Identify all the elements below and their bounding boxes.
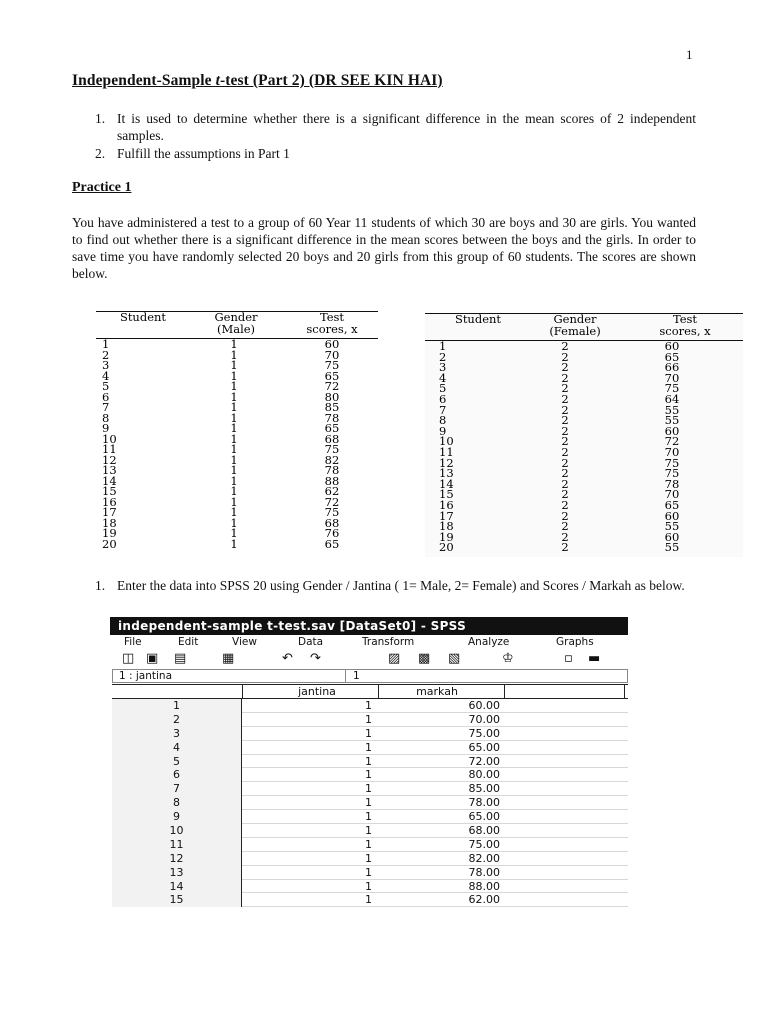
menu-transform[interactable]: Transform [362, 636, 415, 648]
gender-cell: 2 [561, 413, 569, 428]
student-cell: 11 [439, 444, 454, 459]
student-cell: 15 [102, 484, 117, 498]
cell-jantina[interactable]: 1 [365, 796, 372, 810]
gender-cell: 2 [561, 434, 569, 449]
score-cell: 55 [664, 519, 680, 534]
student-cell: 12 [102, 452, 117, 467]
grid-row [112, 810, 628, 824]
score-cell: 76 [324, 526, 340, 540]
row-number[interactable]: 14 [112, 880, 242, 894]
score-cell: 55 [664, 413, 680, 428]
gender-cell: 1 [230, 400, 238, 414]
gender-cell: 1 [230, 515, 238, 530]
student-cell: 18 [102, 515, 117, 530]
table-row [425, 508, 743, 523]
table-row [425, 383, 743, 394]
student-cell: 13 [102, 463, 117, 477]
title-italic-t: t [215, 72, 221, 89]
grid-row [112, 852, 628, 866]
cell-markah[interactable]: 78.00 [468, 865, 500, 879]
print-icon[interactable]: ▤ [174, 651, 187, 666]
student-cell: 3 [102, 358, 110, 372]
insert-cases-icon[interactable]: ▫ [564, 651, 573, 666]
table-row [425, 436, 743, 447]
gender-cell: 1 [230, 368, 238, 383]
student-cell: 20 [102, 536, 117, 551]
menu-analyze[interactable]: Analyze [468, 636, 510, 648]
student-cell: 7 [102, 400, 110, 414]
score-cell: 65 [664, 349, 680, 364]
row-number[interactable]: 4 [112, 741, 242, 755]
list-number: 1. [95, 111, 106, 126]
gender-cell: 2 [561, 381, 569, 396]
student-cell: 8 [439, 413, 447, 428]
gender-cell: 2 [561, 540, 569, 555]
table-row [425, 497, 743, 512]
gender-cell: 2 [561, 519, 569, 534]
grid-row [112, 727, 628, 741]
female-scores-table [425, 313, 743, 557]
score-cell: 70 [324, 347, 340, 362]
column-divider [378, 685, 379, 698]
cell-jantina[interactable]: 1 [365, 740, 372, 754]
table-row [425, 521, 743, 532]
gender-cell: 1 [230, 463, 238, 477]
grid-row [112, 866, 628, 880]
table-body [96, 339, 378, 549]
gender-cell: 1 [230, 431, 238, 446]
row-number[interactable]: 13 [112, 866, 242, 880]
grid-body [112, 699, 628, 907]
spss-data-grid [112, 684, 628, 907]
gender-cell: 2 [561, 508, 569, 523]
practice-paragraph: You have administered a test to a group of 60 Year 11 students of which 30 are boys and 30 are girls. You wanted to find out whether there is a significant difference in the mean scores between the boys and the girls. In order to save time you have randomly selected 20 boys and 20 girls from this group of 60 students. The scores are shown below. [72, 215, 696, 281]
spss-data-editor-screenshot [110, 617, 628, 908]
gender-cell: 1 [230, 379, 238, 393]
header-student: Student [119, 310, 167, 324]
student-cell: 16 [102, 494, 117, 509]
menu-data[interactable]: Data [298, 636, 324, 648]
table-row [425, 415, 743, 426]
row-number[interactable]: 1 [112, 699, 242, 713]
row-number[interactable]: 11 [112, 838, 242, 852]
score-cell: 55 [664, 402, 680, 417]
table-row [425, 444, 743, 459]
table-row [96, 536, 378, 551]
row-number[interactable]: 15 [112, 893, 242, 907]
student-cell: 12 [439, 455, 454, 470]
student-cell: 2 [439, 349, 447, 364]
cell-markah[interactable]: 75.00 [468, 837, 500, 851]
student-cell: 6 [102, 389, 110, 404]
gender-cell: 2 [561, 402, 569, 417]
grid-header [112, 684, 628, 699]
cell-jantina[interactable]: 1 [365, 893, 372, 907]
list-number: 2. [95, 146, 106, 161]
column-divider [242, 685, 243, 698]
top-rule [96, 311, 378, 312]
cell-jantina[interactable]: 1 [365, 837, 372, 851]
save-icon[interactable]: ▣ [146, 651, 159, 666]
table-header [96, 311, 378, 339]
redo-icon[interactable]: ↷ [310, 651, 321, 666]
student-cell: 5 [102, 379, 110, 393]
cell-markah[interactable]: 65.00 [468, 810, 500, 824]
goto-case-icon[interactable]: ▨ [388, 651, 401, 666]
score-cell: 55 [664, 540, 680, 555]
table-row [425, 391, 743, 406]
table-row [425, 370, 743, 385]
row-number[interactable]: 3 [112, 727, 242, 741]
spss-window-title: independent-sample t-test.sav [DataSet0] - SPSS [110, 617, 628, 635]
column-divider [504, 685, 505, 698]
step-text: Enter the data into SPSS 20 using Gender / Jantina ( 1= Male, 2= Female) and Scores / Markah as below. [117, 578, 685, 593]
gender-cell: 1 [230, 536, 238, 551]
score-cell: 75 [664, 381, 680, 396]
row-number[interactable]: 5 [112, 755, 242, 769]
gender-cell: 2 [561, 455, 569, 470]
practice-heading: Practice 1 [72, 180, 132, 195]
spss-menu-bar [110, 636, 628, 649]
student-cell: 4 [439, 370, 447, 385]
dialog-recall-icon[interactable]: ▦ [222, 651, 235, 666]
row-number[interactable]: 6 [112, 768, 242, 782]
list-item [95, 110, 696, 144]
table-row [425, 402, 743, 417]
gender-cell: 1 [230, 473, 238, 488]
grid-row [112, 824, 628, 838]
student-cell: 10 [102, 431, 117, 446]
cell-markah[interactable]: 88.00 [468, 879, 500, 893]
cell-editor [112, 669, 628, 683]
grid-row [112, 699, 628, 713]
student-cell: 1 [439, 339, 447, 353]
gender-cell: 2 [561, 391, 569, 406]
score-cell: 75 [324, 442, 340, 456]
student-cell: 7 [439, 402, 447, 417]
cell-markah[interactable]: 75.00 [468, 726, 500, 740]
student-cell: 11 [102, 442, 117, 456]
student-cell: 14 [439, 476, 454, 491]
menu-graphs[interactable]: Graphs [556, 636, 594, 648]
gender-cell: 2 [561, 360, 569, 375]
gender-cell: 1 [230, 484, 238, 498]
gender-cell: 1 [230, 347, 238, 362]
cell-jantina[interactable]: 1 [365, 726, 372, 740]
grid-row [112, 755, 628, 769]
variables-icon[interactable]: ▧ [448, 651, 461, 666]
gender-cell: 1 [230, 442, 238, 456]
row-number[interactable]: 8 [112, 796, 242, 810]
cell-markah[interactable]: 68.00 [468, 824, 500, 838]
gender-cell: 1 [230, 337, 238, 351]
score-cell: 68 [324, 431, 340, 446]
cell-markah[interactable]: 65.00 [468, 740, 500, 754]
column-divider [624, 685, 625, 698]
score-cell: 66 [664, 360, 680, 375]
gender-cell: 1 [230, 505, 238, 519]
menu-file[interactable]: File [124, 636, 142, 648]
page-number: 1 [686, 47, 693, 62]
student-cell: 19 [102, 526, 117, 540]
gender-cell: 2 [561, 529, 569, 544]
table-row [425, 455, 743, 470]
gender-cell: 2 [561, 444, 569, 459]
cell-markah[interactable]: 82.00 [468, 851, 500, 865]
column-header-jantina[interactable]: jantina [298, 685, 336, 698]
student-cell: 10 [439, 434, 454, 449]
gender-cell: 1 [230, 421, 238, 435]
step-item [95, 577, 696, 594]
header-score: Test scores, x [306, 310, 358, 336]
list-text: It is used to determine whether there is a significant difference in the mean scores of 2 independent samples. [117, 111, 696, 143]
open-icon[interactable]: ◫ [122, 651, 135, 666]
score-cell: 65 [664, 497, 680, 512]
score-cell: 82 [324, 452, 340, 467]
score-cell: 60 [664, 529, 680, 544]
student-cell: 9 [102, 421, 110, 435]
score-cell: 62 [324, 484, 340, 498]
student-cell: 5 [439, 381, 447, 396]
cell-jantina[interactable]: 1 [365, 712, 372, 726]
intro-list [95, 110, 696, 163]
score-cell: 64 [664, 391, 680, 406]
gender-cell: 2 [561, 349, 569, 364]
student-cell: 15 [439, 487, 454, 502]
cell-jantina[interactable]: 1 [365, 782, 372, 796]
student-cell: 3 [439, 360, 447, 375]
row-number[interactable]: 12 [112, 852, 242, 866]
table-row [425, 349, 743, 364]
cell-markah[interactable]: 62.00 [468, 893, 500, 907]
cell-jantina[interactable]: 1 [365, 865, 372, 879]
table-row [425, 529, 743, 544]
score-cell: 68 [324, 515, 340, 530]
table-row [425, 341, 743, 352]
score-cell: 75 [324, 505, 340, 519]
cell-jantina[interactable]: 1 [365, 879, 372, 893]
score-cell: 78 [664, 476, 680, 491]
student-cell: 4 [102, 368, 110, 383]
grid-row [112, 741, 628, 755]
score-cell: 60 [664, 423, 680, 438]
cell-jantina[interactable]: 1 [365, 699, 372, 712]
student-cell: 2 [102, 347, 110, 362]
list-item [95, 145, 696, 162]
grid-row [112, 838, 628, 852]
student-cell: 18 [439, 519, 454, 534]
student-cell: 8 [102, 410, 110, 425]
grid-row [112, 796, 628, 810]
score-cell: 72 [324, 494, 340, 509]
gender-cell: 1 [230, 358, 238, 372]
row-number[interactable]: 7 [112, 782, 242, 796]
find-icon[interactable]: ♔ [502, 651, 514, 666]
gender-cell: 1 [230, 452, 238, 467]
student-cell: 20 [439, 540, 454, 555]
grid-row [112, 768, 628, 782]
score-cell: 60 [664, 339, 680, 353]
row-number[interactable]: 9 [112, 810, 242, 824]
cell-jantina[interactable]: 1 [365, 851, 372, 865]
gender-cell: 2 [561, 370, 569, 385]
score-cell: 60 [324, 337, 340, 351]
menu-edit[interactable]: Edit [178, 636, 199, 648]
student-cell: 1 [102, 337, 110, 351]
cell-jantina[interactable]: 1 [365, 768, 372, 782]
cell-markah[interactable]: 78.00 [468, 796, 500, 810]
gender-cell: 2 [561, 476, 569, 491]
score-cell: 75 [664, 466, 680, 481]
score-cell: 78 [324, 463, 340, 477]
gender-cell: 1 [230, 410, 238, 425]
table-row [425, 489, 743, 500]
score-cell: 70 [664, 370, 680, 385]
score-cell: 78 [324, 410, 340, 425]
gender-cell: 2 [561, 497, 569, 512]
cell-jantina[interactable]: 1 [365, 824, 372, 838]
gender-cell: 1 [230, 389, 238, 404]
gender-cell: 2 [561, 487, 569, 502]
table-row [425, 362, 743, 373]
header-student: Student [454, 312, 502, 326]
gender-cell: 2 [561, 423, 569, 438]
table-row [425, 423, 743, 438]
grid-row [112, 713, 628, 727]
score-cell: 65 [324, 536, 340, 551]
student-cell: 6 [439, 391, 447, 406]
cell-reference: 1 : jantina [119, 670, 173, 682]
gender-cell: 2 [561, 466, 569, 481]
score-cell: 70 [664, 487, 680, 502]
cell-markah[interactable]: 72.00 [468, 754, 500, 768]
student-cell: 16 [439, 497, 454, 512]
goto-variable-icon[interactable]: ▩ [418, 651, 431, 666]
cell-markah[interactable]: 80.00 [468, 768, 500, 782]
cell-markah[interactable]: 85.00 [468, 782, 500, 796]
score-cell: 65 [324, 368, 340, 383]
student-cell: 13 [439, 466, 454, 481]
score-cell: 72 [324, 379, 340, 393]
cell-markah[interactable]: 70.00 [468, 712, 500, 726]
score-cell: 60 [664, 508, 680, 523]
header-gender: Gender (Male) [214, 310, 258, 336]
score-cell: 88 [324, 473, 340, 488]
score-cell: 80 [324, 389, 340, 404]
cell-markah[interactable]: 60.00 [468, 699, 500, 712]
student-cell: 17 [439, 508, 454, 523]
student-cell: 14 [102, 473, 117, 488]
table-row [425, 542, 743, 553]
male-scores-table [96, 311, 378, 551]
grid-row [112, 893, 628, 907]
step-number: 1. [95, 578, 106, 593]
student-cell: 17 [102, 505, 117, 519]
gender-cell: 2 [561, 339, 569, 353]
row-number[interactable]: 10 [112, 824, 242, 838]
top-rule [425, 313, 743, 314]
score-cell: 75 [664, 455, 680, 470]
score-cell: 65 [324, 421, 340, 435]
score-cell: 70 [664, 444, 680, 459]
column-header-markah[interactable]: markah [416, 685, 458, 698]
insert-variable-icon[interactable]: ▬ [588, 651, 601, 666]
grid-row [112, 880, 628, 894]
student-cell: 19 [439, 529, 454, 544]
header-gender: Gender (Female) [549, 312, 601, 338]
score-cell: 75 [324, 358, 340, 372]
row-number[interactable]: 2 [112, 713, 242, 727]
gender-cell: 1 [230, 494, 238, 509]
student-cell: 9 [439, 423, 447, 438]
table-body [425, 341, 743, 553]
score-cell: 72 [664, 434, 680, 449]
gender-cell: 1 [230, 526, 238, 540]
table-row [425, 468, 743, 479]
menu-view[interactable]: View [232, 636, 257, 648]
header-score: Test scores, x [659, 312, 711, 338]
grid-row [112, 782, 628, 796]
cell-value[interactable]: 1 [353, 670, 360, 682]
undo-icon[interactable]: ↶ [282, 651, 293, 666]
cell-editor-divider [345, 670, 346, 682]
page-title: Independent-Sample t-test (Part 2) (DR SEE KIN HAI) [72, 72, 443, 89]
list-text: Fulfill the assumptions in Part 1 [117, 146, 290, 161]
table-row [425, 476, 743, 491]
table-header [425, 313, 743, 341]
score-cell: 85 [324, 400, 340, 414]
cell-jantina[interactable]: 1 [365, 810, 372, 824]
cell-jantina[interactable]: 1 [365, 754, 372, 768]
